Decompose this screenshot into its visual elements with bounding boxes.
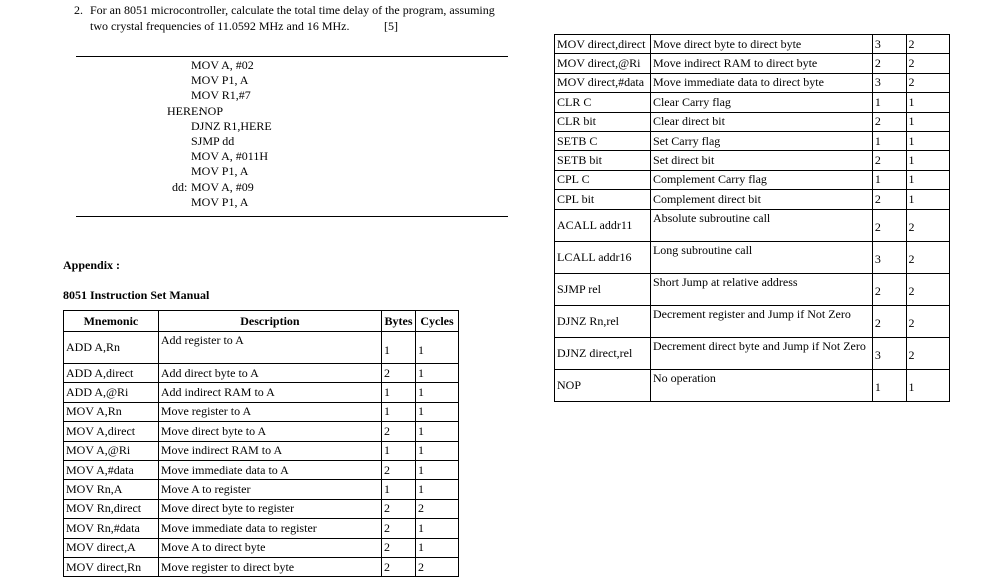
- cell-cycles: 1: [906, 170, 950, 189]
- cell-cycles: 2: [906, 209, 950, 241]
- cell-cycles: 1: [416, 332, 459, 364]
- cell-cycles: 1: [416, 519, 459, 538]
- cell-mnemonic: CLR C: [555, 93, 651, 112]
- cell-description: Move A to direct byte: [158, 538, 381, 557]
- cell-description: Clear Carry flag: [650, 93, 872, 112]
- cell-mnemonic: MOV direct,A: [64, 538, 159, 557]
- cell-description: Decrement register and Jump if Not Zero: [650, 305, 872, 337]
- cell-bytes: 3: [872, 73, 906, 92]
- question-line-2: two crystal frequencies of 11.0592 MHz and 16 MHz.: [90, 19, 350, 33]
- cell-cycles: 1: [906, 131, 950, 150]
- cell-description: Move immediate data to register: [158, 519, 381, 538]
- cell-bytes: 1: [382, 383, 416, 402]
- cell-mnemonic: DJNZ Rn,rel: [555, 305, 651, 337]
- question-block: [74, 2, 524, 34]
- table-row: [555, 190, 950, 209]
- cell-mnemonic: MOV A,@Ri: [64, 441, 159, 460]
- table-row: [555, 273, 950, 305]
- cell-cycles: 1: [416, 422, 459, 441]
- program-line: MOV A, #02: [191, 58, 254, 72]
- cell-bytes: 3: [872, 337, 906, 369]
- program-label: dd:: [172, 179, 188, 194]
- cell-description: Short Jump at relative address: [650, 273, 872, 305]
- cell-cycles: 2: [906, 337, 950, 369]
- cell-mnemonic: MOV A,direct: [64, 422, 159, 441]
- program-listing: [0, 58, 520, 213]
- cell-mnemonic: CLR bit: [555, 112, 651, 131]
- cell-cycles: 1: [416, 441, 459, 460]
- table-row: [555, 305, 950, 337]
- table-row: [555, 131, 950, 150]
- program-top-rule: [76, 56, 508, 57]
- cell-description: Move immediate data to direct byte: [650, 73, 872, 92]
- cell-cycles: 1: [906, 93, 950, 112]
- question-line-1: For an 8051 microcontroller, calculate the total time delay of the program, assuming: [90, 3, 495, 17]
- question-marks: [5]: [384, 19, 398, 33]
- cell-cycles: 2: [906, 73, 950, 92]
- cell-mnemonic: SETB bit: [555, 151, 651, 170]
- cell-description: Move indirect RAM to direct byte: [650, 54, 872, 73]
- cell-mnemonic: MOV direct,@Ri: [555, 54, 651, 73]
- cell-bytes: 1: [382, 480, 416, 499]
- cell-bytes: 2: [382, 538, 416, 557]
- cell-bytes: 2: [382, 460, 416, 479]
- cell-bytes: 3: [872, 241, 906, 273]
- cell-cycles: 2: [906, 54, 950, 73]
- cell-mnemonic: MOV direct,direct: [555, 35, 651, 54]
- cell-cycles: 1: [906, 151, 950, 170]
- cell-description: Decrement direct byte and Jump if Not Zero: [650, 337, 872, 369]
- cell-cycles: 1: [906, 190, 950, 209]
- cell-bytes: 2: [872, 190, 906, 209]
- program-line: SJMP dd: [191, 134, 235, 148]
- cell-description: Add direct byte to A: [158, 364, 381, 383]
- cell-cycles: 2: [416, 499, 459, 518]
- table-row: [64, 557, 459, 576]
- cell-mnemonic: CPL bit: [555, 190, 651, 209]
- cell-cycles: 2: [906, 35, 950, 54]
- cell-cycles: 1: [906, 369, 950, 401]
- table-row: [64, 499, 459, 518]
- cell-bytes: 2: [872, 151, 906, 170]
- cell-description: Move A to register: [158, 480, 381, 499]
- table-row: [555, 209, 950, 241]
- cell-description: Move register to A: [158, 402, 381, 421]
- cell-bytes: 2: [382, 557, 416, 576]
- program-line: MOV P1, A: [191, 194, 249, 209]
- cell-mnemonic: NOP: [555, 369, 651, 401]
- header-mnemonic: Mnemonic: [64, 311, 159, 332]
- cell-description: Move direct byte to direct byte: [650, 35, 872, 54]
- cell-bytes: 1: [382, 332, 416, 364]
- program-label: HERE:: [167, 103, 202, 118]
- cell-cycles: 2: [906, 273, 950, 305]
- table-row: [64, 402, 459, 421]
- table-row: [555, 93, 950, 112]
- cell-mnemonic: ADD A,Rn: [64, 332, 159, 364]
- table-row: [555, 151, 950, 170]
- program-line: MOV P1, A: [191, 73, 249, 88]
- table-row: [64, 480, 459, 499]
- cell-bytes: 1: [872, 93, 906, 112]
- cell-mnemonic: MOV Rn,direct: [64, 499, 159, 518]
- cell-bytes: 2: [872, 273, 906, 305]
- cell-description: Complement Carry flag: [650, 170, 872, 189]
- cell-mnemonic: DJNZ direct,rel: [555, 337, 651, 369]
- cell-mnemonic: MOV direct,Rn: [64, 557, 159, 576]
- question-number: 2.: [74, 3, 83, 17]
- cell-description: Long subroutine call: [650, 241, 872, 273]
- program-line: MOV P1, A: [191, 164, 249, 179]
- program-bottom-rule: [76, 216, 508, 217]
- cell-mnemonic: MOV Rn,A: [64, 480, 159, 499]
- cell-mnemonic: LCALL addr16: [555, 241, 651, 273]
- cell-cycles: 1: [416, 460, 459, 479]
- table-row: [64, 538, 459, 557]
- cell-cycles: 1: [416, 538, 459, 557]
- cell-description: Add indirect RAM to A: [158, 383, 381, 402]
- cell-mnemonic: ADD A,@Ri: [64, 383, 159, 402]
- cell-cycles: 1: [416, 402, 459, 421]
- cell-description: No operation: [650, 369, 872, 401]
- cell-bytes: 2: [382, 422, 416, 441]
- program-line: NOP: [199, 103, 224, 118]
- table-row: [555, 241, 950, 273]
- cell-description: Set Carry flag: [650, 131, 872, 150]
- instruction-set-title: 8051 Instruction Set Manual: [63, 288, 210, 302]
- table-row: [555, 54, 950, 73]
- table-row: [64, 519, 459, 538]
- cell-mnemonic: MOV direct,#data: [555, 73, 651, 92]
- table-row: [555, 369, 950, 401]
- cell-bytes: 2: [872, 209, 906, 241]
- cell-description: Absolute subroutine call: [650, 209, 872, 241]
- cell-description: Set direct bit: [650, 151, 872, 170]
- program-line: DJNZ R1,HERE: [191, 118, 272, 133]
- cell-bytes: 2: [872, 54, 906, 73]
- cell-bytes: 2: [382, 519, 416, 538]
- appendix-title: Appendix :: [63, 258, 121, 272]
- cell-mnemonic: MOV Rn,#data: [64, 519, 159, 538]
- cell-mnemonic: CPL C: [555, 170, 651, 189]
- cell-bytes: 1: [872, 369, 906, 401]
- cell-cycles: 1: [416, 383, 459, 402]
- cell-mnemonic: MOV A,Rn: [64, 402, 159, 421]
- cell-description: Move direct byte to A: [158, 422, 381, 441]
- header-cycles: Cycles: [416, 311, 459, 332]
- instruction-table-right: [554, 34, 950, 402]
- program-line: MOV R1,#7: [191, 88, 251, 103]
- table-row: [555, 170, 950, 189]
- table-row: [555, 112, 950, 131]
- cell-mnemonic: ACALL addr11: [555, 209, 651, 241]
- cell-bytes: 3: [872, 35, 906, 54]
- table-row: [64, 383, 459, 402]
- table-row: [64, 332, 459, 364]
- cell-bytes: 2: [872, 305, 906, 337]
- cell-bytes: 1: [872, 170, 906, 189]
- cell-description: Move immediate data to A: [158, 460, 381, 479]
- table-row: [555, 73, 950, 92]
- header-bytes: Bytes: [382, 311, 416, 332]
- table-row: [555, 35, 950, 54]
- cell-cycles: 1: [906, 112, 950, 131]
- table-row: [64, 441, 459, 460]
- table-row: [64, 364, 459, 383]
- cell-description: Move register to direct byte: [158, 557, 381, 576]
- cell-cycles: 2: [906, 305, 950, 337]
- table-row: [555, 337, 950, 369]
- program-line: MOV A, #011H: [191, 149, 269, 164]
- cell-mnemonic: MOV A,#data: [64, 460, 159, 479]
- table-row: [64, 460, 459, 479]
- cell-bytes: 1: [382, 402, 416, 421]
- table-row: [64, 422, 459, 441]
- cell-bytes: 1: [872, 131, 906, 150]
- cell-description: Add register to A: [158, 332, 381, 364]
- cell-description: Move indirect RAM to A: [158, 441, 381, 460]
- cell-bytes: 1: [382, 441, 416, 460]
- cell-bytes: 2: [382, 499, 416, 518]
- cell-bytes: 2: [382, 364, 416, 383]
- cell-mnemonic: SJMP rel: [555, 273, 651, 305]
- cell-cycles: 1: [416, 364, 459, 383]
- cell-description: Move direct byte to register: [158, 499, 381, 518]
- cell-mnemonic: ADD A,direct: [64, 364, 159, 383]
- cell-description: Clear direct bit: [650, 112, 872, 131]
- program-line: MOV A, #09: [191, 179, 254, 194]
- cell-cycles: 2: [906, 241, 950, 273]
- cell-cycles: 1: [416, 480, 459, 499]
- cell-description: Complement direct bit: [650, 190, 872, 209]
- header-description: Description: [158, 311, 381, 332]
- instruction-table-left: [63, 310, 459, 577]
- cell-cycles: 2: [416, 557, 459, 576]
- cell-mnemonic: SETB C: [555, 131, 651, 150]
- cell-bytes: 2: [872, 112, 906, 131]
